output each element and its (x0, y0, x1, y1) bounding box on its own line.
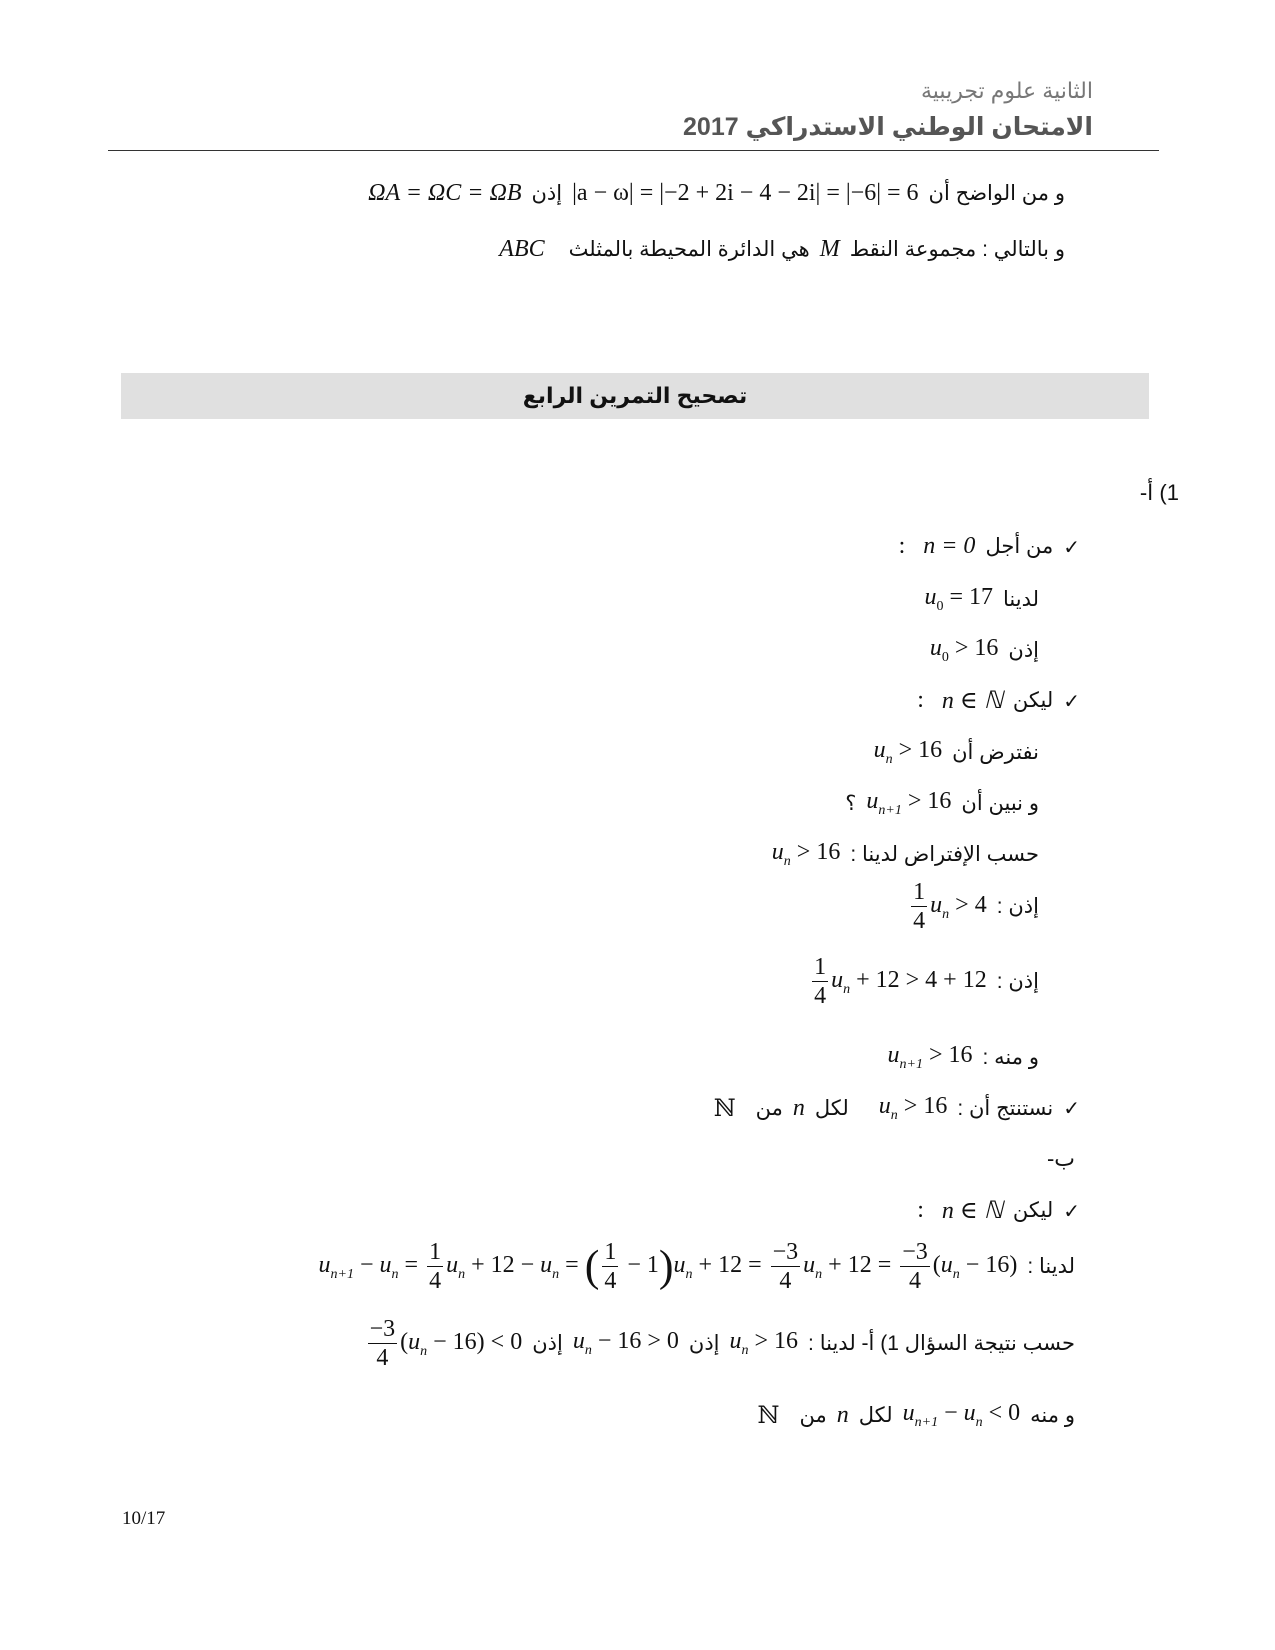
equal-distances: ΩA = ΩC = ΩB (368, 180, 522, 206)
line-quarter-plus12: إذن : $\frac{1}{4}$ $u_n + 12 > 4 + 12$ (814, 954, 1039, 1009)
line-suppose: نفترض أن $u_n > 16$ (873, 737, 1039, 767)
line-u0-gt: إذن $u_0 > 16$ (929, 635, 1039, 665)
line-conclude: ✓ نستنتج أن : $u_n > 16$ لكل n من ℕ (713, 1093, 1080, 1123)
check-icon: ✓ (1063, 1096, 1080, 1121)
line-by-hyp: حسب الإفتراض لدينا : $u_n > 16$ (771, 839, 1039, 869)
page-number: 10/17 (122, 1508, 166, 1529)
difference-formula: $u_{n+1} - u_n$ = $\frac{1}{4}$ $u_n + 12 - u_n$ = ( $\frac{1}{4}$ − $1)u_n + 12$ = $\frac{-3}{4}$ $u_n + 12$ = $\frac{-3}{4}$ $(u_n - 16)$ (318, 1239, 1018, 1294)
line-quarter-gt4: إذن : $\frac{1}{4}$ $u_n > 4$ (913, 879, 1039, 934)
check-icon: ✓ (1063, 534, 1080, 559)
intro-line-2: و بالتالي : مجموعة النقط M هي الدائرة المحيطة بالمثلث ABC (499, 236, 1065, 262)
line-let-n: ✓ ليكن n ∈ ℕ : (917, 687, 1080, 714)
line-difference: لدينا : $u_{n+1} - u_n$ = $\frac{1}{4}$ $u_n + 12 - u_n$ = ( $\frac{1}{4}$ − $1)u_n + 12$ = $\frac{-3}{4}$ $u_n + 12$ = $\frac{-3}{4}$ $(u_n - 16)$ (318, 1239, 1075, 1294)
line-final: و منه $u_{n+1} - u_n < 0$ لكل n من ℕ (757, 1400, 1075, 1430)
check-icon: ✓ (1063, 1198, 1080, 1223)
header-title: الامتحان الوطني الاستدراكي 2017 (683, 113, 1093, 141)
line-for-n0: ✓ من أجل n = 0 : (898, 533, 1080, 559)
section-banner (121, 373, 1149, 419)
question-label-1a: 1) أ- (1139, 480, 1179, 505)
section-title: تصحيح التمرين الرابع (522, 383, 748, 408)
intro-line-1: و من الواضح أن |a − ω| = |−2 + 2i − 4 − 2i| = |−6| = 6 إذن ΩA = ΩC = ΩB (368, 180, 1065, 206)
line-hence: و منه : $u_{n+1} > 16$ (887, 1042, 1039, 1072)
line-show: و نبين أن $u_{n+1} > 16$ ؟ (845, 788, 1039, 818)
line-u0-eq: لدينا $u_0 = 17$ (924, 584, 1039, 614)
line-let-n-2: ✓ ليكن n ∈ ℕ : (917, 1197, 1080, 1224)
question-label-1b: ب- (1046, 1146, 1075, 1171)
check-icon: ✓ (1063, 688, 1080, 713)
modulus-expression: |a − ω| = |−2 + 2i − 4 − 2i| = |−6| = 6 (572, 180, 919, 206)
header-subtitle: الثانية علوم تجريبية (921, 78, 1093, 103)
header-rule (108, 150, 1159, 151)
line-sign: حسب نتيجة السؤال 1) أ- لدينا : $u_n > 16$ إذن $u_n - 16 > 0$ إذن $\frac{-3}{4}$ $(u_n - 16) < 0$ (369, 1316, 1075, 1371)
